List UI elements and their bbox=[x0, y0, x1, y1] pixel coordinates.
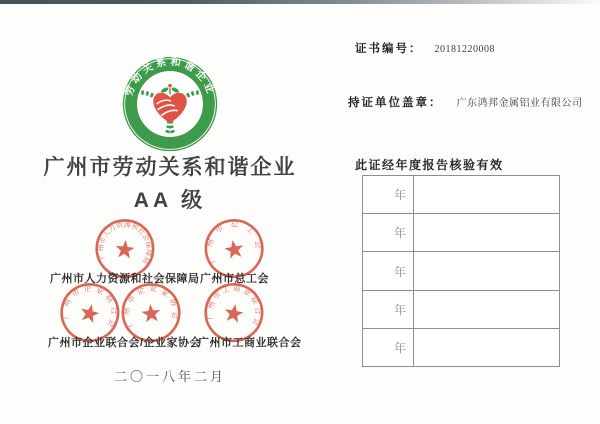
svg-text:广州市工商业联合会: 广州市工商业联合会 bbox=[204, 283, 263, 330]
certificate-number-value: 20181220008 bbox=[434, 44, 495, 55]
certificate-number-row bbox=[355, 40, 495, 56]
seal-star-icon bbox=[223, 302, 245, 323]
certificate-title: 广州市劳动关系和谐企业 bbox=[43, 156, 297, 179]
svg-text:广州市总工会: 广州市总工会 bbox=[204, 219, 263, 265]
seal-star-icon bbox=[78, 302, 101, 324]
issuer-label-industry-commerce: 广州市工商业联合会 bbox=[198, 337, 302, 349]
certificate-grade: AA 级 bbox=[133, 189, 207, 212]
table-row bbox=[363, 329, 559, 366]
verification-blank-cell bbox=[414, 252, 559, 289]
verification-blank-cell bbox=[414, 329, 559, 366]
harmony-enterprise-emblem-icon bbox=[122, 56, 218, 152]
table-row bbox=[363, 176, 559, 214]
svg-text:广州市人力资源和社会保障局: 广州市人力资源和社会保障局 bbox=[98, 221, 152, 265]
verification-blank-cell bbox=[414, 291, 559, 328]
holder-label: 持证单位盖章： bbox=[348, 97, 443, 109]
year-cell: 年 bbox=[363, 176, 414, 213]
certificate-number-label: 证书编号： bbox=[355, 43, 423, 55]
holder-company-name: 广东鸿邦金属铝业有限公司 bbox=[456, 98, 583, 109]
bud-icon bbox=[168, 84, 172, 88]
svg-text:广州市企业联合会: 广州市企业联合会 bbox=[60, 283, 119, 333]
seal-star-icon bbox=[115, 239, 136, 259]
year-cell: 年 bbox=[363, 291, 414, 328]
table-row bbox=[363, 252, 559, 290]
table-row bbox=[363, 291, 559, 329]
certificate-left-page bbox=[20, 0, 320, 424]
issuer-label-hr-bureau: 广州市人力资源和社会保障局 bbox=[50, 273, 200, 285]
seal-star-icon bbox=[141, 303, 162, 323]
holder-row bbox=[348, 94, 583, 110]
verification-blank-cell bbox=[414, 176, 559, 213]
year-cell: 年 bbox=[363, 252, 414, 289]
emblem-ring-text: 劳动关系和谐企业 bbox=[123, 56, 217, 98]
issuer-label-enterprise-confederation: 广州市企业联合会/企业家协会 bbox=[48, 337, 202, 349]
issue-date: 二〇一八年二月 bbox=[113, 369, 226, 384]
annual-verification-table bbox=[362, 175, 560, 367]
svg-text:广州市企业家协会: 广州市企业家协会 bbox=[121, 283, 181, 329]
verification-blank-cell bbox=[414, 214, 559, 251]
validity-heading: 此证经年度报告核验有效 bbox=[355, 158, 504, 172]
issuer-label-trade-union: 广州市总工会 bbox=[200, 273, 269, 285]
year-cell: 年 bbox=[363, 214, 414, 251]
year-cell: 年 bbox=[363, 329, 414, 366]
seal-star-icon bbox=[223, 238, 245, 259]
table-row bbox=[363, 214, 559, 252]
